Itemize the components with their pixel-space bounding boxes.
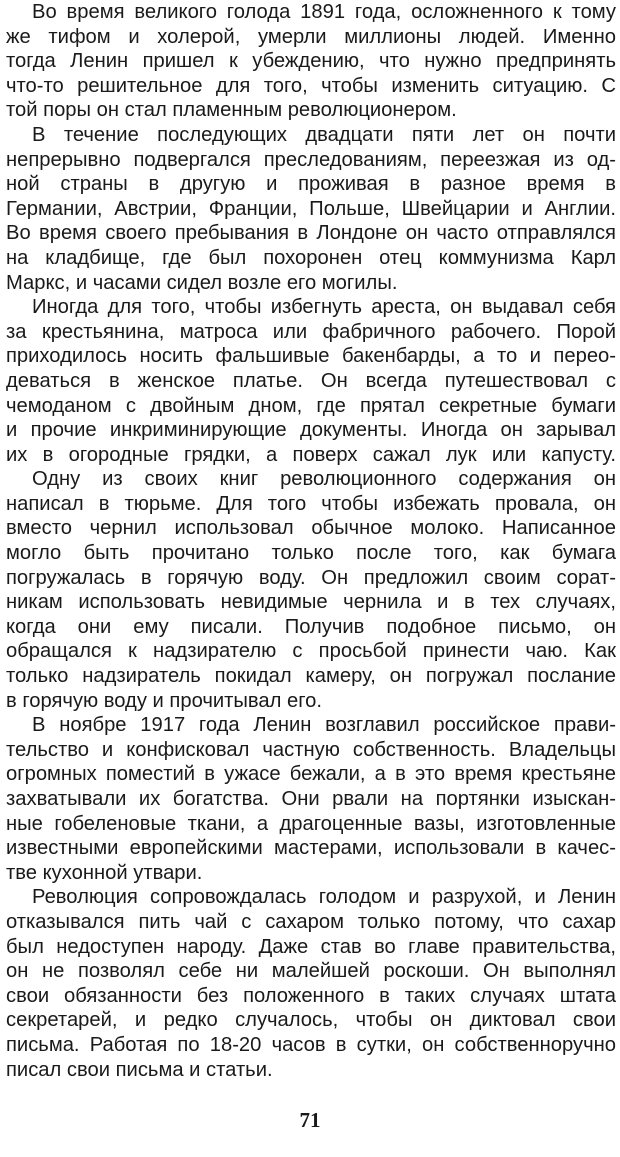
body-text xyxy=(6,0,616,1082)
text-line: секретарей, и редко случалось, чтобы он диктовал свои xyxy=(6,1009,616,1032)
text-line: В ноябре 1917 года Ленин возглавил российское прави- xyxy=(32,714,616,737)
text-line: захватывали их богатства. Они рвали на портянки изыскан- xyxy=(6,788,616,810)
text-line: ные гобеленовые ткани, а драгоценные вазы, изготовленные xyxy=(6,812,616,835)
text-line: писал свои письма и статьи. xyxy=(6,1058,273,1081)
text-line: он не позволял себе ни малейшей роскоши. Он выполнял xyxy=(6,960,616,983)
text-line: деваться в женское платье. Он всегда путешествовал с xyxy=(6,369,616,392)
text-line: В течение последующих двадцати пяти лет он почти xyxy=(32,123,616,146)
text-line: погружалась в горячую воду. Он предложил своим сорат- xyxy=(6,566,616,589)
text-line: и прочие инкриминирующие документы. Иногда он зарывал xyxy=(6,419,616,442)
text-line: же тифом и холерой, умерли миллионы людей. Именно xyxy=(6,25,616,48)
text-line: чемоданом с двойным дном, где прятал секретные бумаги xyxy=(6,394,616,417)
text-line: когда они ему писали. Получив подобное письмо, он xyxy=(6,615,616,638)
text-line: никам использовать невидимые чернила и в тех случаях, xyxy=(6,591,616,614)
text-line: приходилось носить фальшивые бакенбарды, а то и переo- xyxy=(6,345,616,368)
page-number: 71 xyxy=(299,1108,321,1132)
text-line: что-то решительное для того, чтобы изменить ситуацию. С xyxy=(6,74,616,97)
text-line: их в огородные грядки, а поверх сажал лук или капусту. xyxy=(6,443,616,466)
text-line: Маркс, и часами сидел возле его могилы. xyxy=(6,271,398,294)
text-line: письма. Работая по 18-20 часов в сутки, он собственноручно xyxy=(6,1033,616,1056)
text-line: тогда Ленин пришел к убеждению, что нужно предпринять xyxy=(6,50,616,73)
text-line: только надзиратель покидал камеру, он погружал послание xyxy=(6,665,616,688)
text-line: огромных поместий в ужасе бежали, а в это время крестьяне xyxy=(6,763,616,786)
text-line: Во время своего пребывания в Лондоне он часто отправлялся xyxy=(6,222,616,245)
text-line: Одну из своих книг революционного содержания он xyxy=(32,468,616,491)
text-line: за крестьянина, матроса или фабричного рабочего. Порой xyxy=(6,320,616,343)
text-line: Во время великого голода 1891 года, осложненного к тому xyxy=(32,1,616,23)
text-line: Иногда для того, чтобы избегнуть ареста, он выдавал себя xyxy=(32,296,616,319)
text-line: известными европейскими мастерами, использовали в качес- xyxy=(6,837,616,860)
text-line: вместо чернил использовал обычное молоко. Написанное xyxy=(6,517,616,540)
text-line: Революция сопровождалась голодом и разрухой, и Ленин xyxy=(32,886,616,909)
text-line: обращался к надзирателю с просьбой принести чаю. Как xyxy=(6,640,616,663)
text-line: в горячую воду и прочитывал его. xyxy=(6,689,323,712)
text-line: непрерывно подвергался преследованиям, переезжая из од- xyxy=(6,148,616,171)
text-line: тве кухонной утвари. xyxy=(6,861,203,884)
text-line: на кладбище, где был похоронен отец коммунизма Карл xyxy=(6,246,616,269)
text-line: написал в тюрьме. Для того чтобы избежать провала, он xyxy=(6,492,616,515)
text-line: тельство и конфисковал частную собственность. Владельцы xyxy=(6,738,616,761)
text-line: Германии, Австрии, Франции, Польше, Швейцарии и Англии. xyxy=(6,197,616,220)
text-line: могло быть прочитано только после того, как бумага xyxy=(6,542,616,565)
text-line: ной страны в другую и проживая в разное время в xyxy=(6,173,616,196)
text-line: отказывался пить чай с сахаром только потому, что сахар xyxy=(6,910,616,933)
text-line: был недоступен народу. Даже став во главе правительства, xyxy=(6,935,616,958)
text-line: свои обязанности без положенного в таких случаях штата xyxy=(6,984,616,1007)
text-line: той поры он стал пламенным революционером. xyxy=(6,99,457,122)
